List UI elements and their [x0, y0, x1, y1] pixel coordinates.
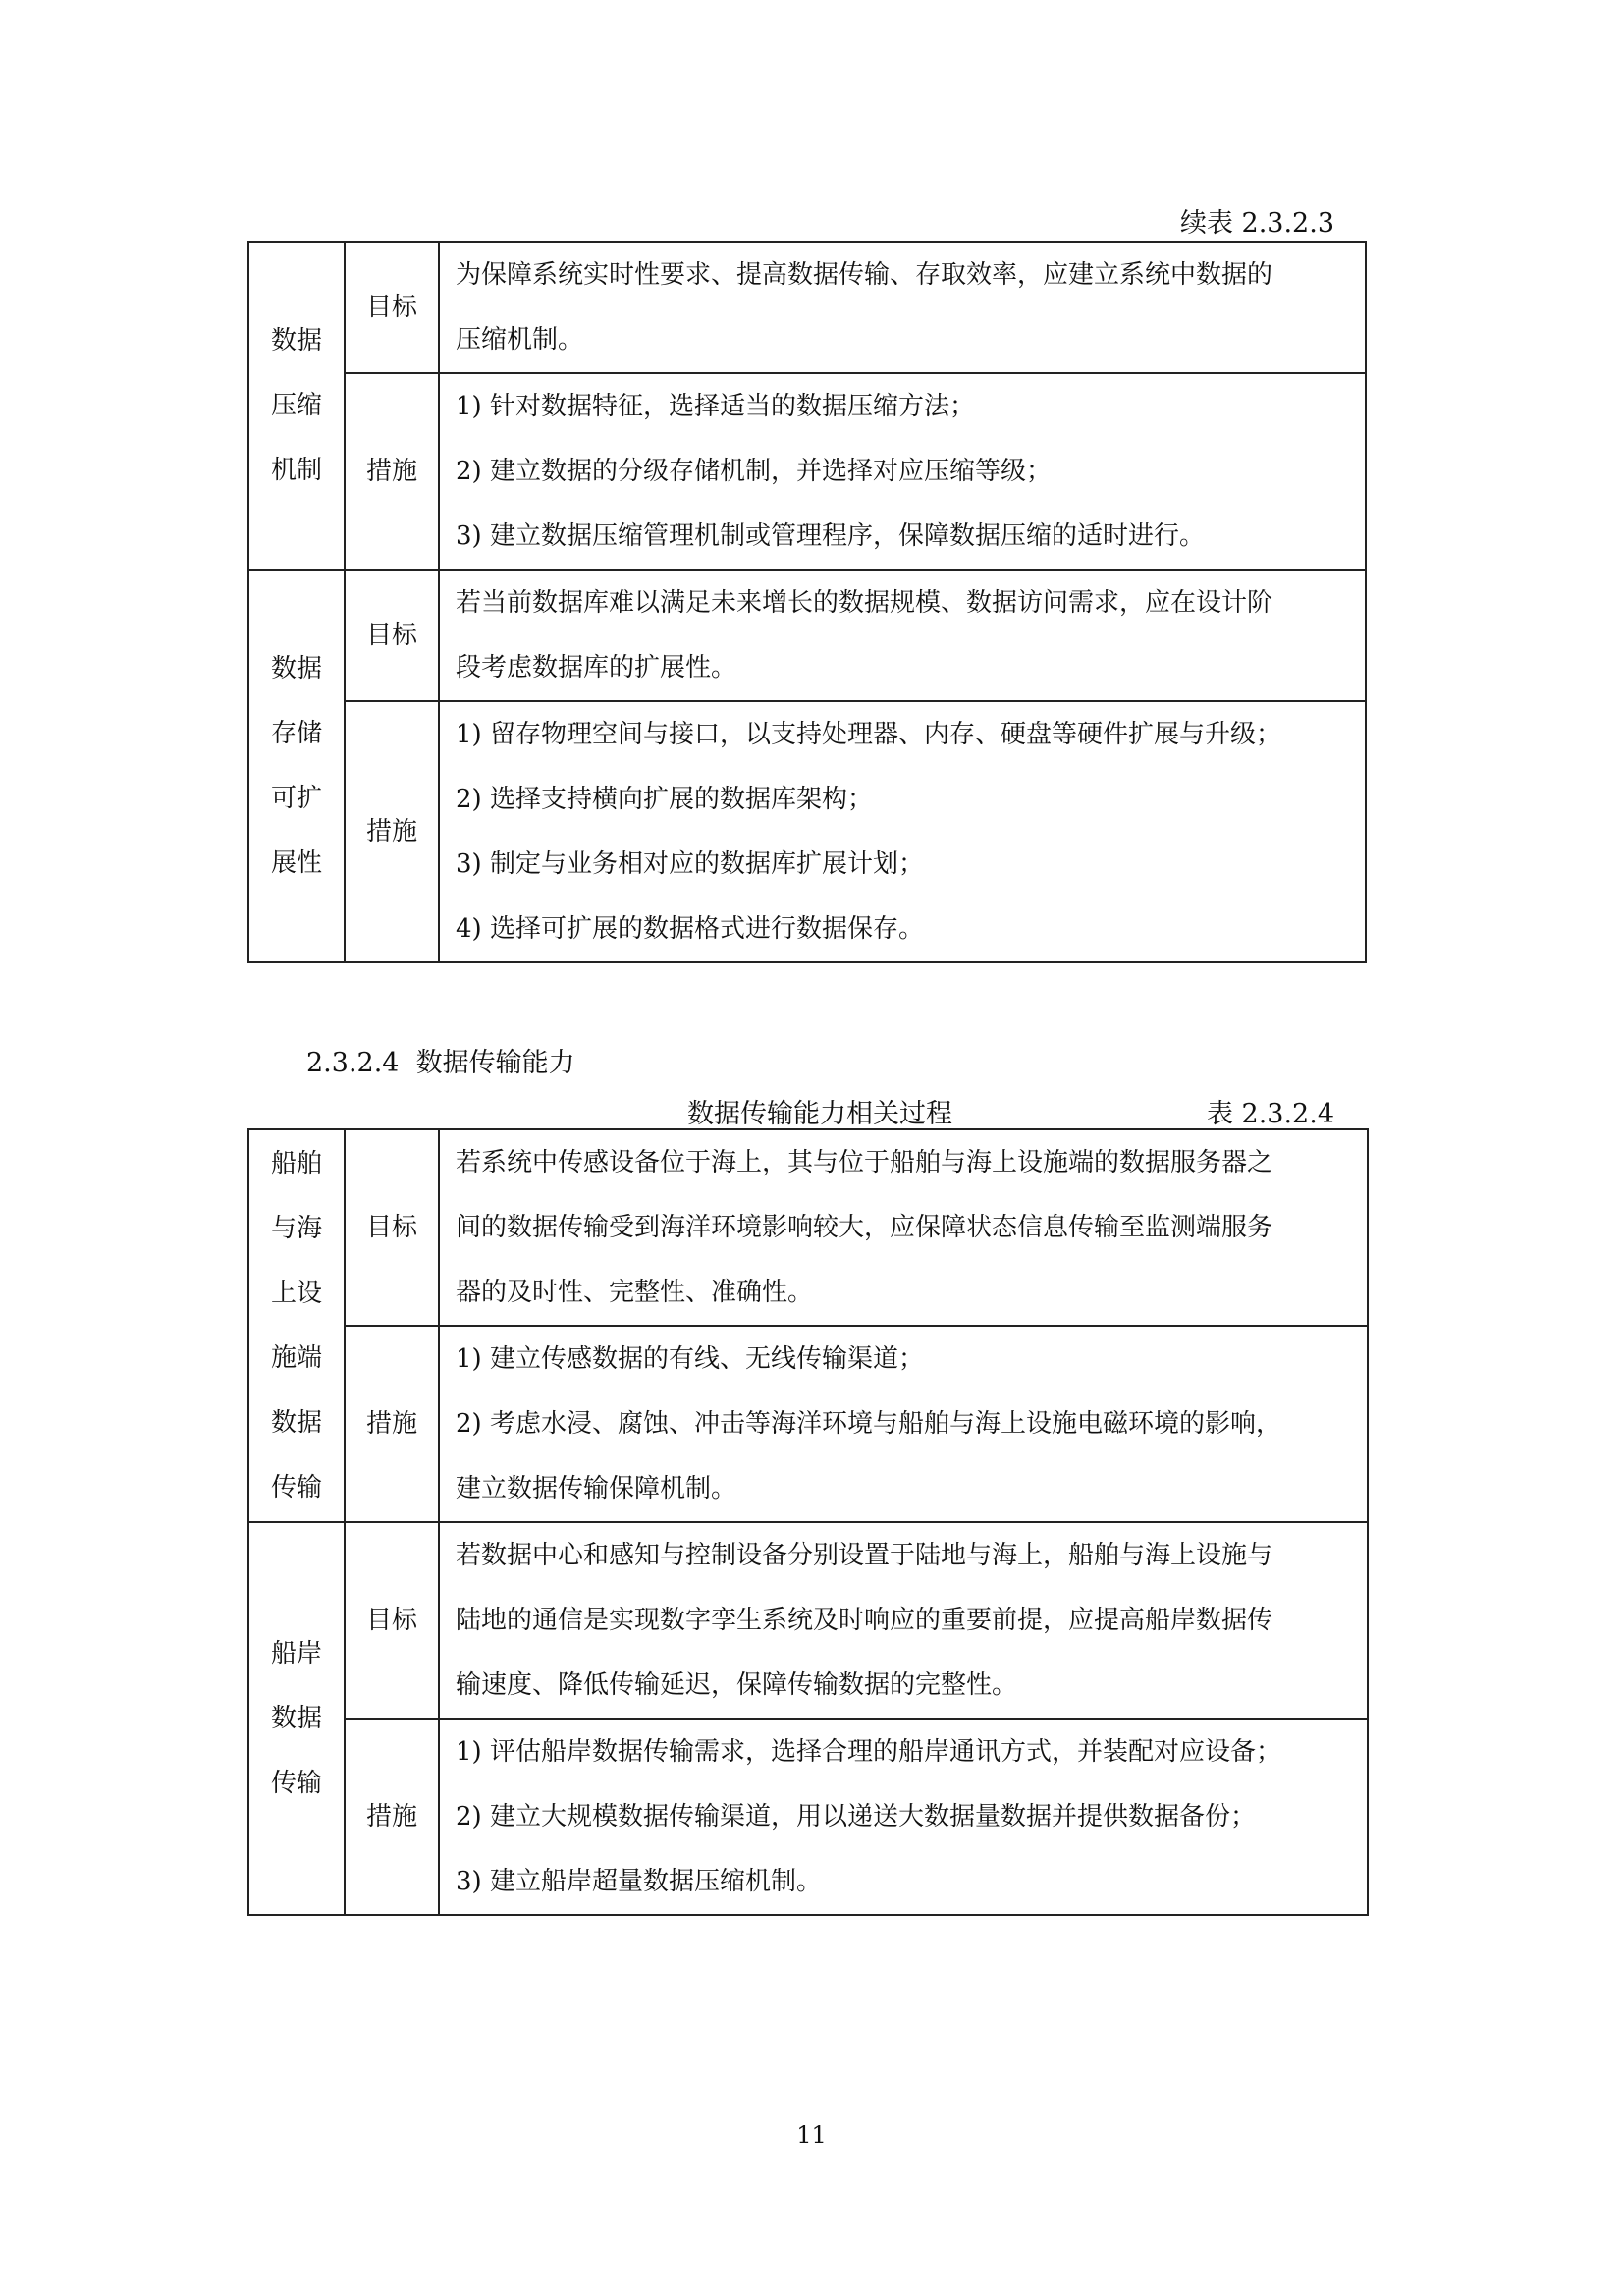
- section-title: 数据传输能力: [415, 1048, 575, 1078]
- goal-text: 为保障系统实时性要求、提高数据传输、存取效率，应建立系统中数据的 压缩机制。: [439, 242, 1366, 373]
- table1: [247, 241, 1367, 963]
- table-row: [248, 373, 1366, 570]
- measure-text: 1) 针对数据特征，选择适当的数据压缩方法； 2) 建立数据的分级存储机制，并选择对应压缩等级； 3) 建立数据压缩管理机制或管理程序，保障数据压缩的适时进行。: [439, 373, 1366, 570]
- section-number: 2.3.2.4: [306, 1048, 400, 1078]
- measure-label: 措施: [345, 1326, 439, 1522]
- category-cell: 数据 存储 可扩 展性: [248, 570, 345, 962]
- category-cell: 船舶 与海 上设 施端 数据 传输: [248, 1129, 345, 1522]
- goal-text: 若数据中心和感知与控制设备分别设置于陆地与海上，船舶与海上设施与 陆地的通信是实现数字孪生系统及时响应的重要前提，应提高船岸数据传 输速度、降低传输延迟，保障传输数据的完整性。: [439, 1522, 1368, 1719]
- measure-text: 1) 建立传感数据的有线、无线传输渠道； 2) 考虑水浸、腐蚀、冲击等海洋环境与船舶与海上设施电磁环境的影响， 建立数据传输保障机制。: [439, 1326, 1368, 1522]
- table2: [247, 1128, 1369, 1916]
- category-cell: 数据 压缩 机制: [248, 242, 345, 570]
- measure-text: 1) 留存物理空间与接口，以支持处理器、内存、硬盘等硬件扩展与升级； 2) 选择支持横向扩展的数据库架构； 3) 制定与业务相对应的数据库扩展计划； 4) 选择可扩展的数据格式进行数据保存。: [439, 701, 1366, 962]
- table2-number: 表 2.3.2.4: [1206, 1099, 1334, 1129]
- table-row: [248, 1719, 1368, 1915]
- goal-label: 目标: [345, 1129, 439, 1326]
- page-number: 11: [796, 2121, 827, 2149]
- table2-title: 数据传输能力相关过程: [687, 1099, 952, 1129]
- goal-label: 目标: [345, 570, 439, 701]
- table1-caption: 续表 2.3.2.3: [1179, 208, 1334, 239]
- table-row: [248, 1522, 1368, 1719]
- table-row: [248, 1129, 1368, 1326]
- measure-label: 措施: [345, 701, 439, 962]
- category-cell: 船岸 数据 传输: [248, 1522, 345, 1915]
- measure-text: 1) 评估船岸数据传输需求，选择合理的船岸通讯方式，并装配对应设备； 2) 建立大规模数据传输渠道，用以递送大数据量数据并提供数据备份； 3) 建立船岸超量数据压缩机制。: [439, 1719, 1368, 1915]
- section-heading: [306, 1041, 575, 1079]
- table-row: [248, 570, 1366, 701]
- table-row: [248, 242, 1366, 373]
- goal-label: 目标: [345, 242, 439, 373]
- measure-label: 措施: [345, 373, 439, 570]
- goal-text: 若系统中传感设备位于海上，其与位于船舶与海上设施端的数据服务器之 间的数据传输受到海洋环境影响较大，应保障状态信息传输至监测端服务 器的及时性、完整性、准确性。: [439, 1129, 1368, 1326]
- measure-label: 措施: [345, 1719, 439, 1915]
- goal-text: 若当前数据库难以满足未来增长的数据规模、数据访问需求，应在设计阶 段考虑数据库的扩展性。: [439, 570, 1366, 701]
- table-row: [248, 701, 1366, 962]
- goal-label: 目标: [345, 1522, 439, 1719]
- table-row: [248, 1326, 1368, 1522]
